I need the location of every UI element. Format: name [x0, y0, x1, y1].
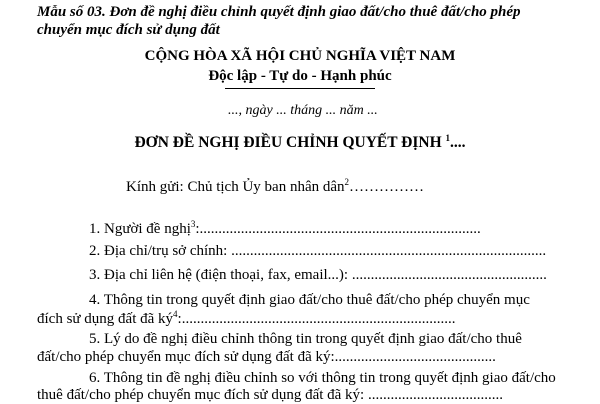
item-4-line-2 — [37, 309, 455, 328]
form-header-line-1: Mẫu số 03. Đơn đề nghị điều chỉnh quyết định giao đất/cho thuê đất/cho phép — [37, 4, 521, 20]
item-1 — [89, 219, 481, 238]
title-suffix: .... — [450, 134, 466, 152]
item-3: 3. Địa chỉ liên hệ (điện thoại, fax, email...): .................................................... — [89, 267, 547, 283]
item-6-line-1: 6. Thông tin đề nghị điều chỉnh so với thông tin trong quyết định giao đất/cho — [89, 370, 556, 386]
item-5-line-1: 5. Lý do đề nghị điều chỉnh thông tin trong quyết định giao đất/cho thuê — [89, 331, 522, 347]
recipient-dots: …………… — [349, 179, 425, 195]
item-4-rest: :......................................................................... — [177, 311, 456, 327]
recipient-footnote: 2 — [344, 177, 350, 187]
item-2: 2. Địa chỉ/trụ sở chính: .................................................................................... — [89, 243, 547, 259]
country-name: CỘNG HÒA XÃ HỘI CHỦ NGHĨA VIỆT NAM — [144, 48, 456, 64]
date-line: ..., ngày ... tháng ... năm ... — [228, 103, 378, 118]
item-1-text: 1. Người đề nghị — [89, 221, 191, 237]
slogan-underline — [225, 88, 375, 89]
item-4-line-1: 4. Thông tin trong quyết định giao đất/cho thuê đất/cho phép chuyển mục — [89, 292, 530, 308]
form-header-line-2: chuyển mục đích sử dụng đất — [37, 22, 220, 38]
item-4-text: đích sử dụng đất đã ký — [37, 311, 174, 327]
item-4-footnote: 4 — [173, 309, 178, 319]
item-5-line-2: đất/cho phép chuyển mục đích sử dụng đất đã ký:........................................... — [37, 349, 496, 365]
item-1-rest: :........................................................................... — [195, 221, 481, 237]
recipient-line — [126, 177, 424, 196]
item-1-footnote: 3 — [190, 219, 196, 229]
document-title — [0, 133, 600, 152]
item-6-line-2: thuê đất/cho phép chuyển mục đích sử dụng đất đã ký: .................................... — [37, 387, 503, 403]
recipient-text: Kính gửi: Chủ tịch Ủy ban nhân dân — [126, 179, 345, 195]
title-footnote: 1 — [445, 133, 451, 143]
document-title-text: ĐƠN ĐỀ NGHỊ ĐIỀU CHỈNH QUYẾT ĐỊNH — [134, 134, 446, 152]
national-slogan: Độc lập - Tự do - Hạnh phúc — [208, 68, 392, 84]
